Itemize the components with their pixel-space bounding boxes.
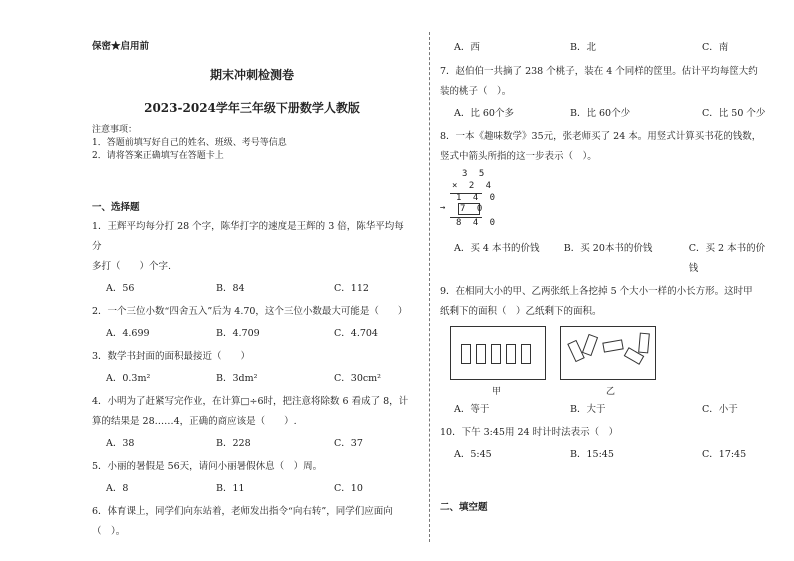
question-9-options (440, 400, 770, 420)
question-5: 5．小丽的暑假是 56天，请问小丽暑假休息（ ）周。 (92, 461, 323, 472)
option-c: C．小于 (702, 404, 738, 415)
mult-line-5: 8 4 0 (456, 218, 499, 228)
section-choice-title: 一、选择题 (92, 202, 140, 213)
cut-rectangle (602, 339, 623, 352)
question-2-options (92, 324, 412, 344)
cut-rectangle (582, 334, 598, 356)
question-10: 10．下午 3:45用 24 时计时法表示（ ） (440, 427, 619, 438)
option-a: A．8 (106, 483, 129, 494)
option-a: A．38 (106, 438, 135, 449)
option-b: B．3dm² (216, 373, 258, 384)
secret-label: 保密★启用前 (92, 41, 150, 52)
question-1-options (92, 279, 412, 299)
question-4: 4．小明为了赶紧写完作业，在计算□÷6时，把注意将除数 6 看成了 8，计 (92, 396, 409, 407)
option-c: C．30cm² (334, 373, 381, 384)
option-b: B．11 (216, 483, 245, 494)
option-b: B．84 (216, 283, 245, 294)
mult-line-2: × 2 4 (452, 181, 495, 191)
question-3-options (92, 369, 412, 389)
question-7-cont: 装的桃子（ ）。 (440, 86, 512, 97)
notes-block (92, 124, 412, 163)
mult-line-1: 3 5 (462, 169, 488, 179)
option-c: C．南 (702, 42, 729, 53)
option-c: C．比 50 个少 (702, 108, 766, 119)
cut-rectangle (638, 333, 650, 354)
option-b: B．买 20本书的价钱 (563, 243, 653, 254)
question-2: 2．一个三位小数“四舍五入”后为 4.70，这个三位小数最大可能是（ ） (92, 306, 408, 317)
question-1: 1．王辉平均每分打 28 个字，陈华打字的速度是王辉的 3 倍，陈华平均每分 (92, 221, 404, 252)
cut-rectangle (521, 344, 531, 364)
option-a: A．买 4 本书的价钱 (454, 243, 540, 254)
question-6: 6．体育课上，同学们向东站着，老师发出指令“向右转”，同学们应面向 (92, 506, 393, 517)
column-divider (429, 32, 430, 542)
question-9-cont: 纸剩下的面积（ ）乙纸剩下的面积。 (440, 306, 602, 317)
cut-rectangle (491, 344, 501, 364)
cut-rectangle (506, 344, 516, 364)
option-b: B．15:45 (570, 449, 614, 460)
note-item: 2．请将答案正确填写在答题卡上 (92, 151, 224, 161)
question-8: 8．一本《趣味数学》35元，张老师买了 24 本。用竖式计算买书花的钱数， (440, 131, 762, 142)
arrow-icon: → (440, 203, 446, 213)
cut-rectangle (461, 344, 471, 364)
question-4-options (92, 434, 412, 454)
left-column (92, 38, 412, 542)
question-7: 7．赵伯伯一共摘了 238 个桃子，装在 4 个同样的筐里。估计平均每筐大约 (440, 66, 758, 77)
question-4-cont: 算的结果是 28……4，正确的商应该是（ ）. (92, 416, 297, 427)
option-b: B．大于 (570, 404, 606, 415)
mult-line-4: 7 0 (460, 204, 486, 214)
question-6-options (440, 38, 770, 58)
question-8-cont: 竖式中箭头所指的这一步表示（ ）。 (440, 151, 597, 162)
option-c: C．37 (334, 438, 363, 449)
question-5-options (92, 479, 412, 499)
vertical-multiplication (440, 169, 510, 237)
right-column (440, 38, 770, 513)
exam-subtitle: 2023-2024学年三年级下册数学人教版 (144, 101, 360, 115)
option-a: A．西 (454, 42, 480, 53)
question-6-cont: （ ）。 (92, 526, 126, 537)
note-item: 1．答题前填写好自己的姓名、班级、考号等信息 (92, 138, 287, 148)
question-3: 3．数学书封面的面积最接近（ ） (92, 351, 251, 362)
option-a: A．56 (106, 283, 135, 294)
paper-b-figure (560, 326, 656, 380)
option-c: C．10 (334, 483, 363, 494)
cut-rectangle (476, 344, 486, 364)
option-c: C．112 (334, 283, 369, 294)
paper-a-figure (450, 326, 546, 380)
question-1-cont: 多打（ ）个字. (92, 261, 172, 272)
option-c: C．4.704 (334, 328, 378, 339)
option-c: C．17:45 (702, 449, 747, 460)
exam-title: 期末冲刺检测卷 (209, 68, 294, 82)
option-b: B．228 (216, 438, 251, 449)
option-b: B．比 60个少 (570, 108, 631, 119)
label-yi: 乙 (606, 387, 616, 397)
option-b: B．4.709 (216, 328, 260, 339)
question-8-options (440, 239, 770, 279)
question-7-options (440, 104, 770, 124)
option-b: B．北 (570, 42, 596, 53)
option-a: A．4.699 (106, 328, 150, 339)
mult-line-3: 1 4 0 (456, 193, 499, 203)
question-9: 9．在相同大小的甲、乙两张纸上各挖掉 5 个大小一样的小长方形。这时甲 (440, 286, 753, 297)
question-10-options (440, 445, 770, 465)
option-a: A．比 60个多 (454, 108, 514, 119)
question-9-figures (440, 326, 770, 398)
section-fill-title: 二、填空题 (440, 502, 488, 513)
option-a: A．等于 (454, 404, 490, 415)
notes-title: 注意事项： (92, 125, 138, 135)
label-jia: 甲 (492, 387, 502, 397)
option-a: A．0.3m² (106, 373, 151, 384)
option-c: C．买 2 本书的价钱 (688, 243, 766, 274)
option-a: A．5:45 (454, 449, 492, 460)
